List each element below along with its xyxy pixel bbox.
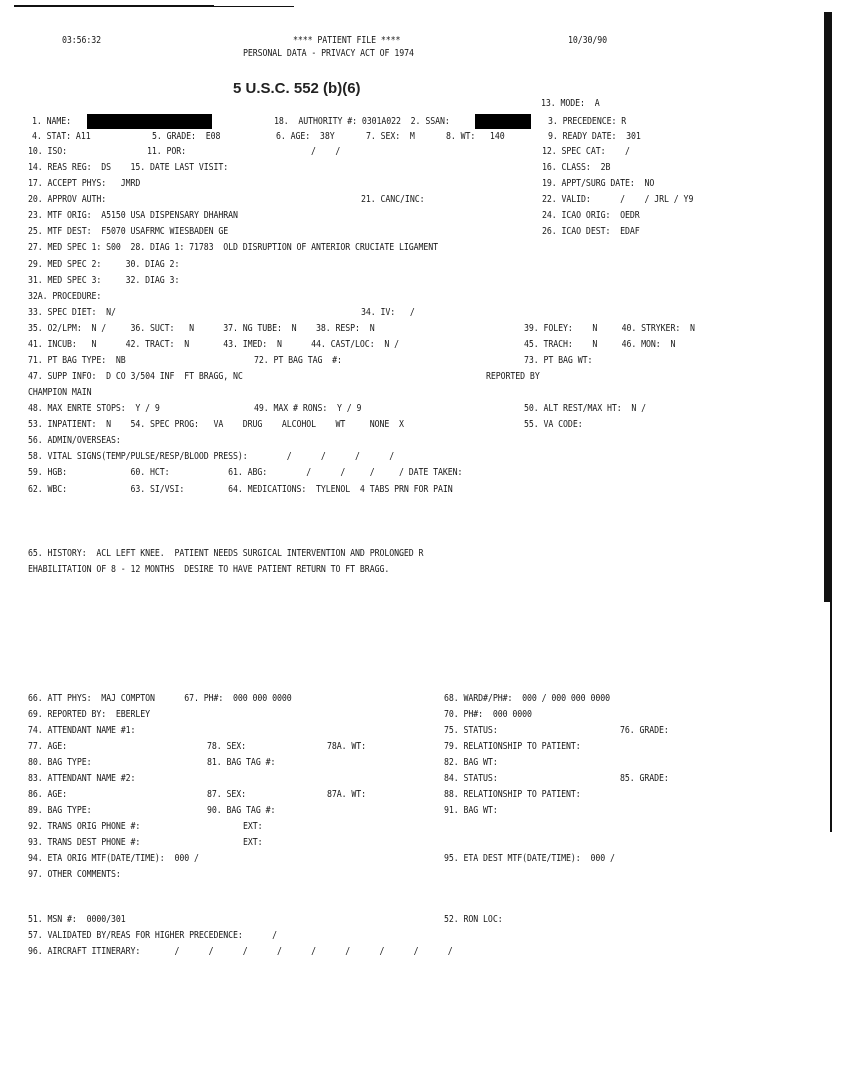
- field-65-history-cont: EHABILITATION OF 8 - 12 MONTHS DESIRE TO HAVE PATIENT RETURN TO FT BRAGG.: [28, 564, 390, 575]
- print-date: 10/30/90: [568, 35, 608, 46]
- right-edge-line: [830, 602, 832, 832]
- field-35-o2-lpm: 35. O2/LPM: N / 36. SUCT: N 37. NG TUBE: N 38. RESP: N: [28, 323, 375, 334]
- field-68-ward-ph: 68. WARD#/PH#: 000 / 000 000 0000: [444, 693, 610, 704]
- ssan-redaction: [475, 114, 531, 129]
- file-title: **** PATIENT FILE ****: [293, 35, 401, 46]
- field-95-eta-dest: 95. ETA DEST MTF(DATE/TIME): 000 /: [444, 853, 615, 864]
- field-78a-wt: 78A. WT:: [327, 741, 367, 752]
- field-79-relationship: 79. RELATIONSHIP TO PATIENT:: [444, 741, 581, 752]
- field-86-age: 86. AGE:: [28, 789, 68, 800]
- field-39-foley: 39. FOLEY: N 40. STRYKER: N: [524, 323, 695, 334]
- field-34-iv: 34. IV: /: [361, 307, 415, 318]
- field-62-wbc: 62. WBC: 63. SI/VSI: 64. MEDICATIONS: TYLENOL 4 TABS PRN FOR PAIN: [28, 484, 453, 495]
- field-89-bag-type: 89. BAG TYPE:: [28, 805, 92, 816]
- field-31-med-spec-3: 31. MED SPEC 3: 32. DIAG 3:: [28, 275, 180, 286]
- field-48-max-enrte-stops: 48. MAX ENRTE STOPS: Y / 9: [28, 403, 160, 414]
- field-33-spec-diet: 33. SPEC DIET: N/: [28, 307, 116, 318]
- foia-exemption-stamp: 5 U.S.C. 552 (b)(6): [233, 80, 361, 97]
- field-21-canc-inc: 21. CANC/INC:: [361, 194, 425, 205]
- field-26-icao-dest: 26. ICAO DEST: EDAF: [542, 226, 640, 237]
- field-66-att-phys: 66. ATT PHYS: MAJ COMPTON 67. PH#: 000 000 0000: [28, 693, 292, 704]
- field-47-reported-by: REPORTED BY: [486, 371, 540, 382]
- field-78-sex: 78. SEX:: [207, 741, 247, 752]
- top-rule-tail: [214, 6, 294, 7]
- field-73-pt-bag-wt: 73. PT BAG WT:: [524, 355, 593, 366]
- field-55-va-code: 55. VA CODE:: [524, 419, 583, 430]
- field-57-validated-by: 57. VALIDATED BY/REAS FOR HIGHER PRECEDENCE: /: [28, 930, 277, 941]
- field-53-inpatient: 53. INPATIENT: N 54. SPEC PROG: VA DRUG ALCOHOL WT NONE X: [28, 419, 404, 430]
- field-76-grade: 76. GRADE:: [620, 725, 669, 736]
- field-94-eta-orig: 94. ETA ORIG MTF(DATE/TIME): 000 /: [28, 853, 199, 864]
- field-65-history: 65. HISTORY: ACL LEFT KNEE. PATIENT NEEDS SURGICAL INTERVENTION AND PROLONGED R: [28, 548, 424, 559]
- name-redaction: [87, 114, 212, 129]
- field-16-class: 16. CLASS: 2B: [542, 162, 611, 173]
- field-50-alt-rest: 50. ALT REST/MAX HT: N /: [524, 403, 647, 414]
- field-87a-wt: 87A. WT:: [327, 789, 367, 800]
- field-80-bag-type: 80. BAG TYPE:: [28, 757, 92, 768]
- field-9-ready-date: 9. READY DATE: 301: [548, 131, 641, 142]
- field-47-supp-info: 47. SUPP INFO: D CO 3/504 INF FT BRAGG, NC: [28, 371, 243, 382]
- field-92-trans-orig-phone: 92. TRANS ORIG PHONE #:: [28, 821, 141, 832]
- field-41-incub: 41. INCUB: N 42. TRACT: N 43. IMED: N 44. CAST/LOC: N /: [28, 339, 399, 350]
- field-47-continuation: CHAMPION MAIN: [28, 387, 92, 398]
- field-7-sex: 7. SEX: M: [366, 131, 415, 142]
- field-56-admin-overseas: 56. ADMIN/OVERSEAS:: [28, 435, 121, 446]
- field-45-trach: 45. TRACH: N 46. MON: N: [524, 339, 676, 350]
- field-3-precedence: 3. PRECEDENCE: R: [548, 116, 627, 127]
- field-19-appt-surg-date: 19. APPT/SURG DATE: NO: [542, 178, 655, 189]
- field-11-por: 11. POR:: [147, 146, 187, 157]
- field-83-attendant-2: 83. ATTENDANT NAME #2:: [28, 773, 136, 784]
- field-74-attendant-1: 74. ATTENDANT NAME #1:: [28, 725, 136, 736]
- field-96-aircraft-itinerary: 96. AIRCRAFT ITINERARY: / / / / / / / / /: [28, 946, 453, 957]
- field-59-hgb: 59. HGB: 60. HCT: 61. ABG: / / / / DATE TAKEN:: [28, 467, 463, 478]
- field-8-wt: 8. WT: 140: [446, 131, 505, 142]
- field-18-authority: 18. AUTHORITY #: 0301A022 2. SSAN:: [274, 116, 450, 127]
- field-25-mtf-dest: 25. MTF DEST: F5070 USAFRMC WIESBADEN GE: [28, 226, 229, 237]
- field-51-msn: 51. MSN #: 0000/301: [28, 914, 126, 925]
- field-81-bag-tag: 81. BAG TAG #:: [207, 757, 276, 768]
- field-6-age: 6. AGE: 38Y: [276, 131, 335, 142]
- field-90-bag-tag: 90. BAG TAG #:: [207, 805, 276, 816]
- field-93-ext: EXT:: [243, 837, 263, 848]
- field-12-spec-cat: 12. SPEC CAT: /: [542, 146, 630, 157]
- field-88-relationship: 88. RELATIONSHIP TO PATIENT:: [444, 789, 581, 800]
- field-97-other-comments: 97. OTHER COMMENTS:: [28, 869, 121, 880]
- field-1-name: 1. NAME:: [32, 116, 72, 127]
- field-14-reas-reg: 14. REAS REG: DS 15. DATE LAST VISIT:: [28, 162, 229, 173]
- field-91-bag-wt: 91. BAG WT:: [444, 805, 498, 816]
- field-70-ph: 70. PH#: 000 0000: [444, 709, 532, 720]
- field-27-med-spec-1: 27. MED SPEC 1: S00 28. DIAG 1: 71783 OLD DISRUPTION OF ANTERIOR CRUCIATE LIGAMENT: [28, 242, 439, 253]
- print-time: 03:56:32: [62, 35, 102, 46]
- field-23-mtf-orig: 23. MTF ORIG: A5150 USA DISPENSARY DHAHRAN: [28, 210, 238, 221]
- field-49-max-rons: 49. MAX # RONS: Y / 9: [254, 403, 362, 414]
- field-77-age: 77. AGE:: [28, 741, 68, 752]
- right-edge-bar: [824, 12, 832, 602]
- field-20-approv-auth: 20. APPROV AUTH:: [28, 194, 107, 205]
- field-92-ext: EXT:: [243, 821, 263, 832]
- field-69-reported-by: 69. REPORTED BY: EBERLEY: [28, 709, 151, 720]
- field-52-ron-loc: 52. RON LOC:: [444, 914, 503, 925]
- field-93-trans-dest-phone: 93. TRANS DEST PHONE #:: [28, 837, 141, 848]
- field-82-bag-wt: 82. BAG WT:: [444, 757, 498, 768]
- field-58-vital-signs: 58. VITAL SIGNS(TEMP/PULSE/RESP/BLOOD PRESS): / / / /: [28, 451, 395, 462]
- field-11-por-slashes: / /: [311, 146, 341, 157]
- field-10-iso: 10. ISO:: [28, 146, 68, 157]
- field-75-status: 75. STATUS:: [444, 725, 498, 736]
- field-4-stat: 4. STAT: A11: [32, 131, 91, 142]
- field-13-mode: 13. MODE: A: [541, 98, 600, 109]
- field-29-med-spec-2: 29. MED SPEC 2: 30. DIAG 2:: [28, 259, 180, 270]
- field-71-pt-bag-type: 71. PT BAG TYPE: NB: [28, 355, 126, 366]
- field-17-accept-phys: 17. ACCEPT PHYS: JMRD: [28, 178, 141, 189]
- field-32a-procedure: 32A. PROCEDURE:: [28, 291, 102, 302]
- field-24-icao-orig: 24. ICAO ORIG: OEDR: [542, 210, 640, 221]
- file-subtitle: PERSONAL DATA - PRIVACY ACT OF 1974: [243, 48, 414, 59]
- field-85-grade: 85. GRADE:: [620, 773, 669, 784]
- field-87-sex: 87. SEX:: [207, 789, 247, 800]
- top-rule: [14, 5, 214, 7]
- field-72-pt-bag-tag: 72. PT BAG TAG #:: [254, 355, 342, 366]
- field-22-valid: 22. VALID: / / JRL / Y9: [542, 194, 694, 205]
- field-5-grade: 5. GRADE: E08: [152, 131, 221, 142]
- field-84-status: 84. STATUS:: [444, 773, 498, 784]
